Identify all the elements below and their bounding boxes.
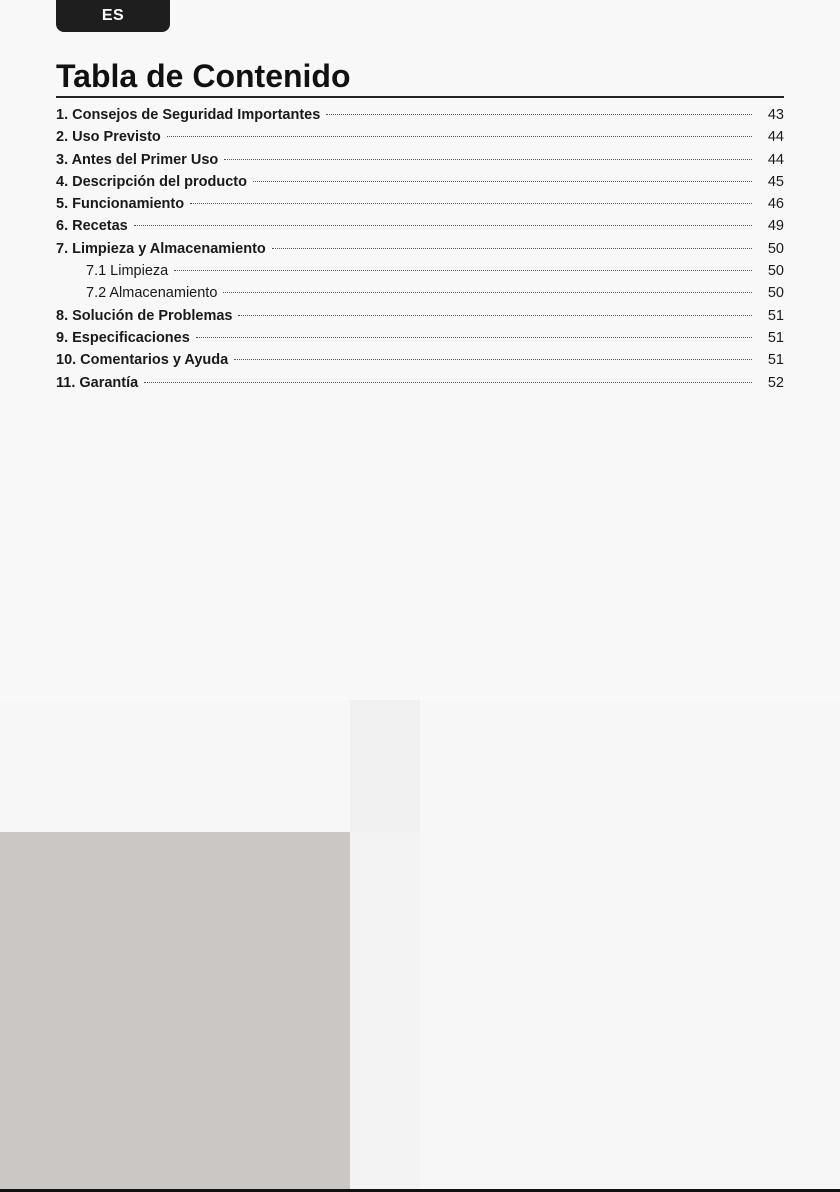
- toc-entry-page: 44: [767, 129, 784, 146]
- toc-dot-leader: [167, 136, 752, 137]
- toc-entry-label: 5. Funcionamiento: [56, 196, 185, 213]
- toc-entry-label: 10. Comentarios y Ayuda: [56, 352, 229, 369]
- toc-entry-page: 50: [767, 263, 784, 280]
- toc-dot-leader: [224, 159, 752, 160]
- toc-dot-leader: [223, 292, 752, 293]
- toc-entry[interactable]: [56, 149, 784, 171]
- toc-entry-label: 3. Antes del Primer Uso: [56, 151, 219, 168]
- toc-dot-leader: [144, 382, 752, 383]
- background-strip-lower: [350, 832, 420, 1192]
- toc-entry[interactable]: [56, 349, 784, 371]
- toc-entry[interactable]: [56, 126, 784, 148]
- language-tab-label: ES: [101, 7, 125, 24]
- toc-entry-label: 4. Descripción del producto: [56, 173, 247, 190]
- toc-subentry[interactable]: [56, 282, 784, 304]
- toc-dot-leader: [234, 359, 752, 360]
- toc-entry[interactable]: [56, 305, 784, 327]
- toc-dot-leader: [196, 337, 752, 338]
- toc-entry-label: 2. Uso Previsto: [56, 129, 161, 146]
- toc-entry-page: 51: [767, 352, 784, 369]
- language-tab: [56, 0, 170, 32]
- toc-entry-page: 49: [767, 218, 784, 235]
- toc-entry-label: 7. Limpieza y Almacenamiento: [56, 240, 266, 257]
- background-strip: [350, 700, 420, 832]
- toc-dot-leader: [326, 114, 752, 115]
- toc-entry[interactable]: [56, 372, 784, 394]
- toc-dot-leader: [134, 225, 752, 226]
- toc-entry-page: 51: [767, 307, 784, 324]
- toc-dot-leader: [174, 270, 752, 271]
- title-divider: [56, 96, 784, 98]
- toc-entry-page: 45: [767, 173, 784, 190]
- toc-entry-label: 7.2 Almacenamiento: [86, 285, 218, 302]
- toc-list: [56, 104, 784, 394]
- toc-entry-label: 11. Garantía: [56, 374, 139, 391]
- page-title: Tabla de Contenido: [56, 58, 351, 94]
- toc-entry[interactable]: [56, 238, 784, 260]
- toc-entry-label: 6. Recetas: [56, 218, 128, 235]
- toc-dot-leader: [272, 248, 752, 249]
- toc-entry-page: 52: [767, 374, 784, 391]
- toc-entry-page: 51: [767, 329, 784, 346]
- toc-entry-page: 50: [767, 285, 784, 302]
- toc-entry-label: 8. Solución de Problemas: [56, 307, 233, 324]
- toc-dot-leader: [253, 181, 752, 182]
- toc-entry[interactable]: [56, 327, 784, 349]
- toc-dot-leader: [238, 315, 752, 316]
- toc-entry-label: 7.1 Limpieza: [86, 263, 169, 280]
- toc-entry-page: 43: [767, 107, 784, 123]
- toc-entry-label: 1. Consejos de Seguridad Importantes: [56, 107, 321, 123]
- toc-entry[interactable]: [56, 171, 784, 193]
- toc-entry-page: 44: [767, 151, 784, 168]
- gray-block: [0, 832, 350, 1192]
- toc-dot-leader: [190, 203, 752, 204]
- toc-entry-page: 50: [767, 240, 784, 257]
- toc-entry-page: 46: [767, 196, 784, 213]
- toc-entry[interactable]: [56, 104, 784, 126]
- toc-entry[interactable]: [56, 215, 784, 237]
- toc-entry-label: 9. Especificaciones: [56, 329, 190, 346]
- toc-subentry[interactable]: [56, 260, 784, 282]
- toc-entry[interactable]: [56, 193, 784, 215]
